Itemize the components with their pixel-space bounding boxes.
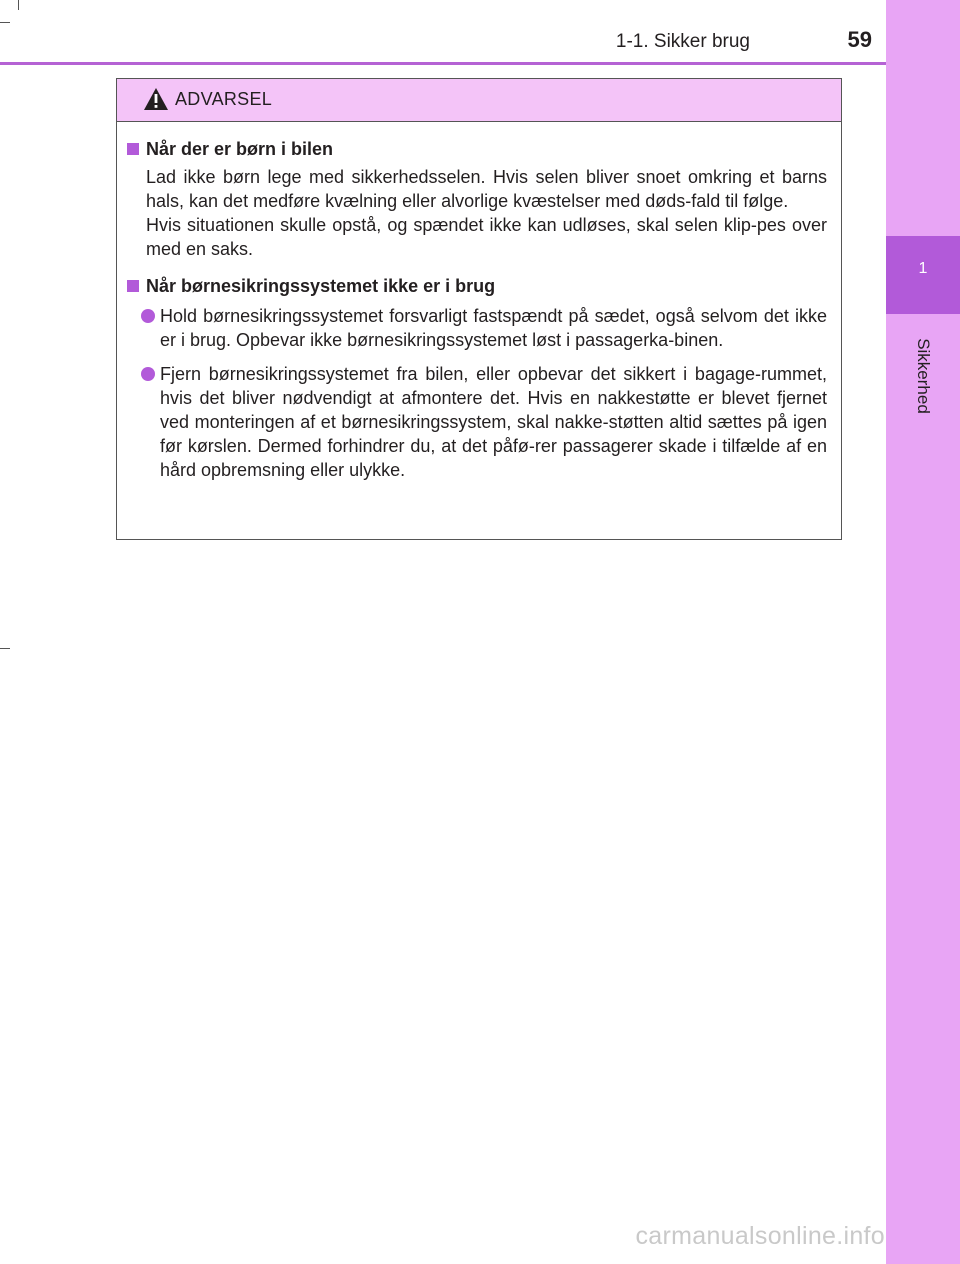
paragraph-text: Hvis situationen skulle opstå, og spændet ikke kan udløses, skal selen klip-pes over med en saks. (146, 215, 827, 259)
circle-bullet-icon (141, 367, 155, 381)
paragraph (146, 165, 827, 261)
section-heading-text: Når børnesikringssystemet ikke er i brug (146, 276, 496, 296)
section-heading (127, 137, 827, 161)
side-strip (886, 0, 960, 1264)
header-divider (0, 62, 886, 65)
warning-title: ADVARSEL (175, 89, 273, 109)
chapter-label: Sikkerhed (914, 338, 933, 414)
warning-triangle-icon (143, 87, 169, 111)
crop-mark (0, 648, 10, 649)
list-item-text: Fjern børnesikringssystemet fra bilen, eller opbevar det sikkert i bagage-rummet, hvis det bliver nødvendigt at afmontere det. Hvis en nakkestøtte er blevet fjernet ved monteringen af et børnesikringssystem, skal nakke-støtten altid sættes på igen før kørslen. Dermed forhindrer du, at det påfø-rer passagerer skade i tilfælde af en hård opbremsning eller ulykke. (160, 364, 827, 480)
paragraph-text: Lad ikke børn lege med sikkerhedsselen. Hvis selen bliver snoet omkring et barns hals, kan det medføre kvælning eller alvorlige kvæstelser med døds-fald til følge. (146, 167, 827, 211)
circle-bullet-icon (141, 309, 155, 323)
chapter-number: 1 (918, 260, 928, 277)
page-number: 59 (847, 27, 872, 52)
square-bullet-icon (127, 280, 139, 292)
list-item (141, 362, 827, 482)
crop-mark (18, 0, 19, 10)
section-heading-text: Når der er børn i bilen (146, 139, 334, 159)
list-item (141, 304, 827, 352)
crop-mark (0, 22, 10, 23)
warning-body (117, 122, 841, 482)
square-bullet-icon (127, 143, 139, 155)
warning-header (117, 79, 841, 122)
warning-box (116, 78, 842, 540)
chapter-tab (886, 236, 960, 314)
watermark: carmanualsonline.info (635, 1222, 885, 1250)
section-title: 1-1. Sikker brug (615, 31, 750, 52)
section-heading (127, 274, 827, 298)
list-item-text: Hold børnesikringssystemet forsvarligt fastspændt på sædet, også selvom det ikke er i brug. Opbevar ikke børnesikringssystemet løst i passagerka-binen. (160, 306, 827, 350)
